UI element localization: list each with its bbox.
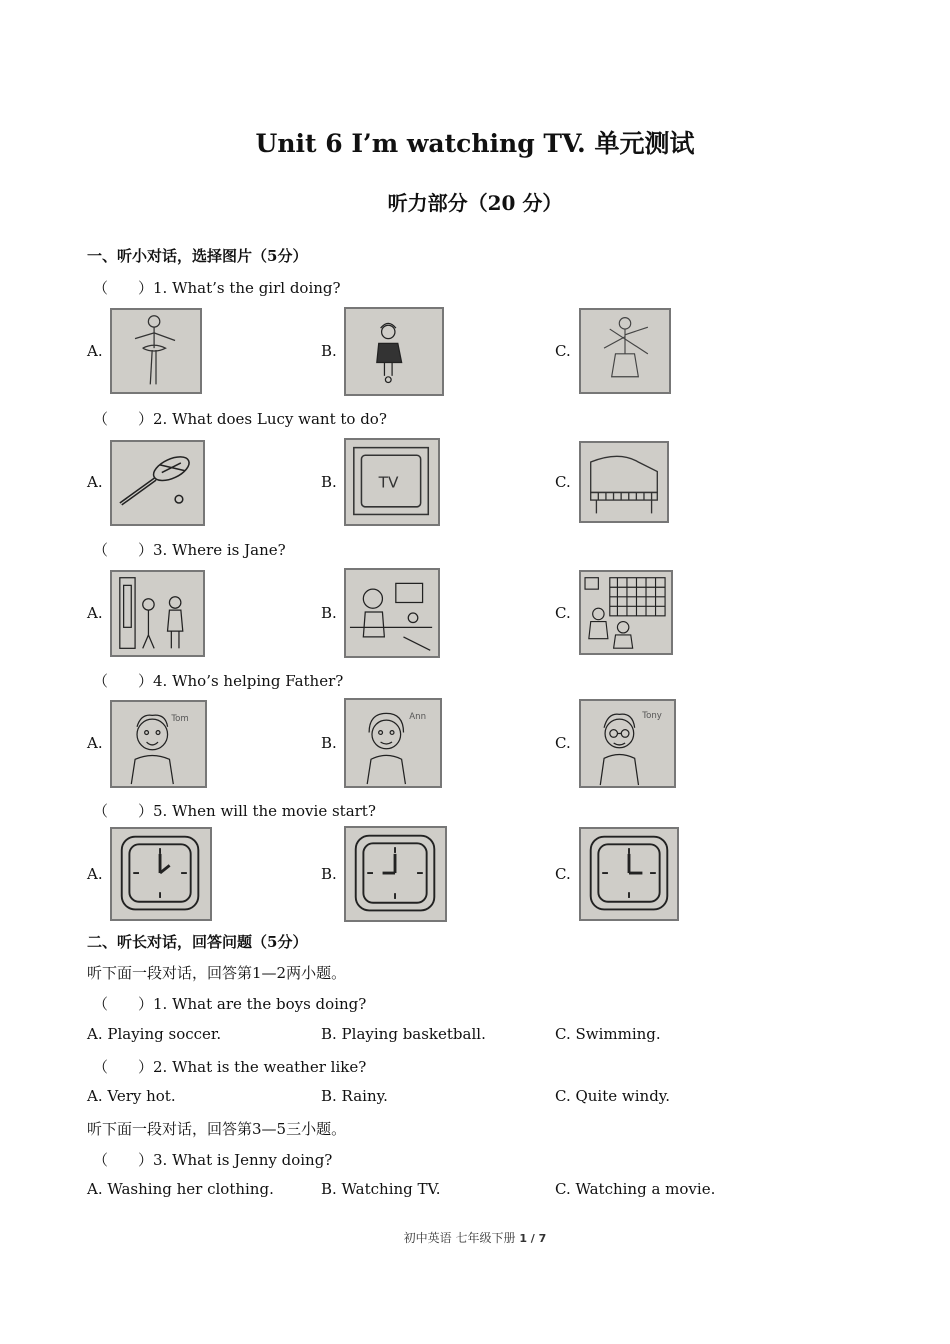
option-text: C. Swimming. <box>555 1025 661 1043</box>
footer-text: 初中英语 七年级下册 <box>403 1231 516 1245</box>
television-picture[interactable] <box>344 438 440 526</box>
portrait-name-label: Ann <box>409 712 427 723</box>
clock-picture-a[interactable] <box>110 827 212 921</box>
tennis-racket-picture[interactable] <box>110 440 205 526</box>
option-text: A. Washing her clothing. <box>87 1180 274 1198</box>
option-text: B. Watching TV. <box>321 1180 441 1198</box>
question-text: （ ）2. What does Lucy want to do? <box>93 410 387 428</box>
question-text: （ ）3. Where is Jane? <box>93 541 286 559</box>
portrait-name-label: Tom <box>171 714 189 725</box>
option-text: A. Very hot. <box>87 1087 176 1105</box>
question-text: （ ）5. When will the movie start? <box>93 802 376 820</box>
option-text: A. Playing soccer. <box>87 1025 222 1043</box>
section2-intro-1: 听下面一段对话，回答第1—2两小题。 <box>87 964 347 982</box>
option-label: A. <box>87 734 103 752</box>
piano-picture[interactable] <box>579 441 669 523</box>
basketball-room-picture[interactable] <box>344 568 440 658</box>
option-label: A. <box>87 342 103 360</box>
girl-standing-picture[interactable] <box>344 307 444 396</box>
option-label: A. <box>87 604 103 622</box>
question-text: （ ）2. What is the weather like? <box>93 1058 367 1076</box>
page-footer <box>0 1229 950 1246</box>
page-title: Unit 6 I’m watching TV. 单元测试 <box>255 129 695 158</box>
option-text: C. Watching a movie. <box>555 1180 716 1198</box>
option-label: B. <box>321 865 337 883</box>
section2-heading: 二、听长对话，回答问题（5分） <box>87 933 308 951</box>
boy-with-glasses-portrait-picture[interactable] <box>579 699 676 788</box>
option-label: C. <box>555 342 571 360</box>
girl-portrait-picture[interactable] <box>344 698 442 788</box>
boy-portrait-picture[interactable] <box>110 700 207 788</box>
ballet-dancer-picture[interactable] <box>110 308 202 394</box>
question-text: （ ）3. What is Jenny doing? <box>93 1151 333 1169</box>
option-label: A. <box>87 865 103 883</box>
option-label: A. <box>87 473 103 491</box>
svg-text:TV: TV <box>378 473 399 492</box>
question-text: （ ）1. What are the boys doing? <box>93 995 367 1013</box>
listening-subtitle: 听力部分（20 分） <box>387 191 563 215</box>
option-text: B. Rainy. <box>321 1087 388 1105</box>
option-label: C. <box>555 473 571 491</box>
option-text: B. Playing basketball. <box>321 1025 486 1043</box>
portrait-name-label: Tony <box>642 711 662 722</box>
library-picture[interactable] <box>579 570 673 655</box>
option-label: B. <box>321 342 337 360</box>
section2-intro-2: 听下面一段对话，回答第3—5三小题。 <box>87 1120 347 1138</box>
clock-picture-c[interactable] <box>579 827 679 921</box>
option-label: C. <box>555 734 571 752</box>
option-label: B. <box>321 734 337 752</box>
section1-heading: 一、听小对话，选择图片（5分） <box>87 247 308 265</box>
option-label: C. <box>555 604 571 622</box>
school-gate-picture[interactable] <box>110 570 205 657</box>
question-text: （ ）1. What’s the girl doing? <box>93 279 341 297</box>
option-label: B. <box>321 473 337 491</box>
option-text: C. Quite windy. <box>555 1087 671 1105</box>
page-number: 1 / 7 <box>519 1232 547 1245</box>
clock-picture-b[interactable] <box>344 826 447 922</box>
girl-playing-violin-picture[interactable] <box>579 308 671 394</box>
option-label: C. <box>555 865 571 883</box>
option-label: B. <box>321 604 337 622</box>
question-text: （ ）4. Who’s helping Father? <box>93 672 344 690</box>
